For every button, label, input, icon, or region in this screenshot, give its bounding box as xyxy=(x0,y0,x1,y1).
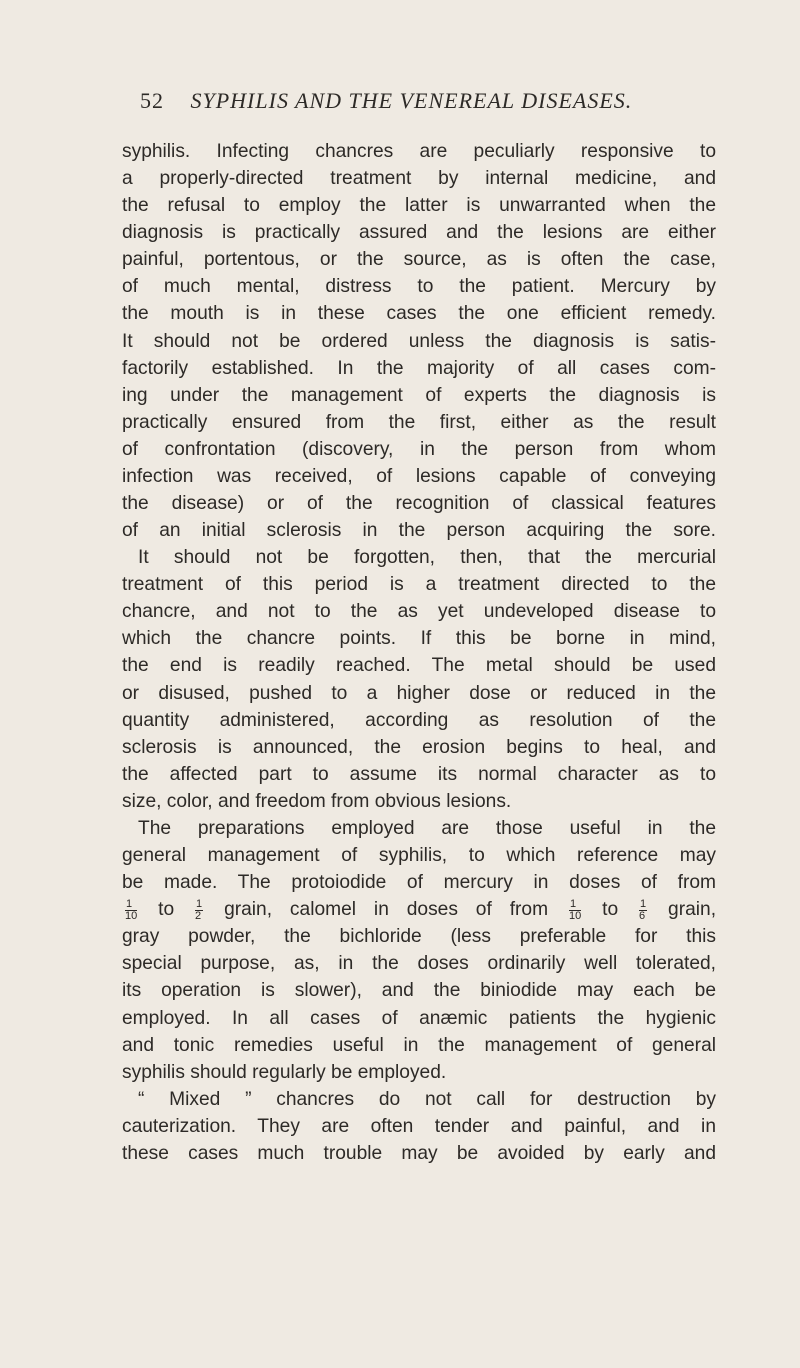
fraction-denominator: 6 xyxy=(639,909,646,922)
text-line: diagnosis is practically assured and the lesions are either xyxy=(122,222,716,244)
text-line: the affected part to assume its normal character as to xyxy=(122,763,716,785)
running-title: SYPHILIS AND THE VENEREAL DISEASES. xyxy=(190,88,633,113)
text-line: “ Mixed ” chancres do not call for destruction by xyxy=(138,1088,716,1110)
text-line: treatment of this period is a treatment directed to the xyxy=(122,574,716,596)
text-line: size, color, and freedom from obvious lesions. xyxy=(122,790,512,812)
text-line: sclerosis is announced, the erosion begins to heal, and xyxy=(122,736,716,758)
text-line: of much mental, distress to the patient. Mercury by xyxy=(122,276,716,298)
fraction xyxy=(639,899,647,922)
body-text xyxy=(122,138,716,1167)
page-number: 52 xyxy=(140,88,164,113)
dose-word: to xyxy=(602,899,619,921)
text-line: the end is readily reached. The metal should be used xyxy=(122,655,716,677)
text-line: the disease) or of the recognition of classical features xyxy=(122,493,716,515)
fraction-numerator: 1 xyxy=(569,899,581,911)
dose-word: to xyxy=(158,899,175,921)
text-line: and tonic remedies useful in the management of general xyxy=(122,1034,716,1056)
text-line: employed. In all cases of anæmic patients the hygienic xyxy=(122,1007,716,1029)
text-line: practically ensured from the first, either as the result xyxy=(122,411,716,433)
text-line: special purpose, as, in the doses ordinarily well tolerated, xyxy=(122,953,716,975)
text-line: of confrontation (discovery, in the person from whom xyxy=(122,438,716,460)
text-line: The preparations employed are those useful in the xyxy=(138,817,716,839)
text-line: It should not be ordered unless the diagnosis is satis- xyxy=(122,330,716,352)
running-head xyxy=(140,88,720,114)
text-line: syphilis. Infecting chancres are peculiarly responsive to xyxy=(122,141,716,162)
text-line: these cases much trouble may be avoided by early and xyxy=(122,1142,716,1164)
fraction-denominator: 10 xyxy=(568,909,582,922)
fraction-numerator: 1 xyxy=(196,897,203,910)
text-line: which the chancre points. If this be borne in mind, xyxy=(122,628,716,650)
text-line: ing under the management of experts the diagnosis is xyxy=(122,384,716,406)
text-line: quantity administered, according as resolution of the xyxy=(122,709,716,731)
text-line: the refusal to employ the latter is unwarranted when the xyxy=(122,195,716,217)
text-line: cauterization. They are often tender and painful, and in xyxy=(122,1115,716,1137)
text-line: of an initial sclerosis in the person acquiring the sore. xyxy=(122,520,716,542)
text-line: its operation is slower), and the biniodide may each be xyxy=(122,980,716,1002)
text-line: or disused, pushed to a higher dose or reduced in the xyxy=(122,682,716,704)
text-line: factorily established. In the majority of all cases com- xyxy=(122,357,716,379)
text-line: the mouth is in these cases the one efficient remedy. xyxy=(122,303,716,325)
fraction-denominator: 2 xyxy=(195,909,202,922)
text-line: painful, portentous, or the source, as is often the case, xyxy=(122,249,716,271)
fraction-numerator: 1 xyxy=(640,897,647,910)
text-line: chancre, and not to the as yet undeveloped disease to xyxy=(122,601,716,623)
text-line: gray powder, the bichloride (less preferable for this xyxy=(122,926,716,948)
fraction xyxy=(195,899,203,922)
fraction xyxy=(125,899,137,922)
text-line: It should not be forgotten, then, that the mercurial xyxy=(138,547,716,569)
dose-line xyxy=(122,896,716,923)
text-line: be made. The protoiodide of mercury in doses of from xyxy=(122,872,716,894)
text-line: infection was received, of lesions capable of conveying xyxy=(122,465,716,487)
text-line: a properly-directed treatment by internal medicine, and xyxy=(122,168,716,190)
dose-text: grain, xyxy=(668,899,717,921)
text-line: syphilis should regularly be employed. xyxy=(122,1061,447,1083)
text-line: general management of syphilis, to which reference may xyxy=(122,845,716,867)
fraction-numerator: 1 xyxy=(125,899,137,911)
fraction-denominator: 10 xyxy=(125,909,138,922)
dose-text: grain, calomel in doses of from xyxy=(224,899,549,921)
fraction xyxy=(569,899,581,922)
